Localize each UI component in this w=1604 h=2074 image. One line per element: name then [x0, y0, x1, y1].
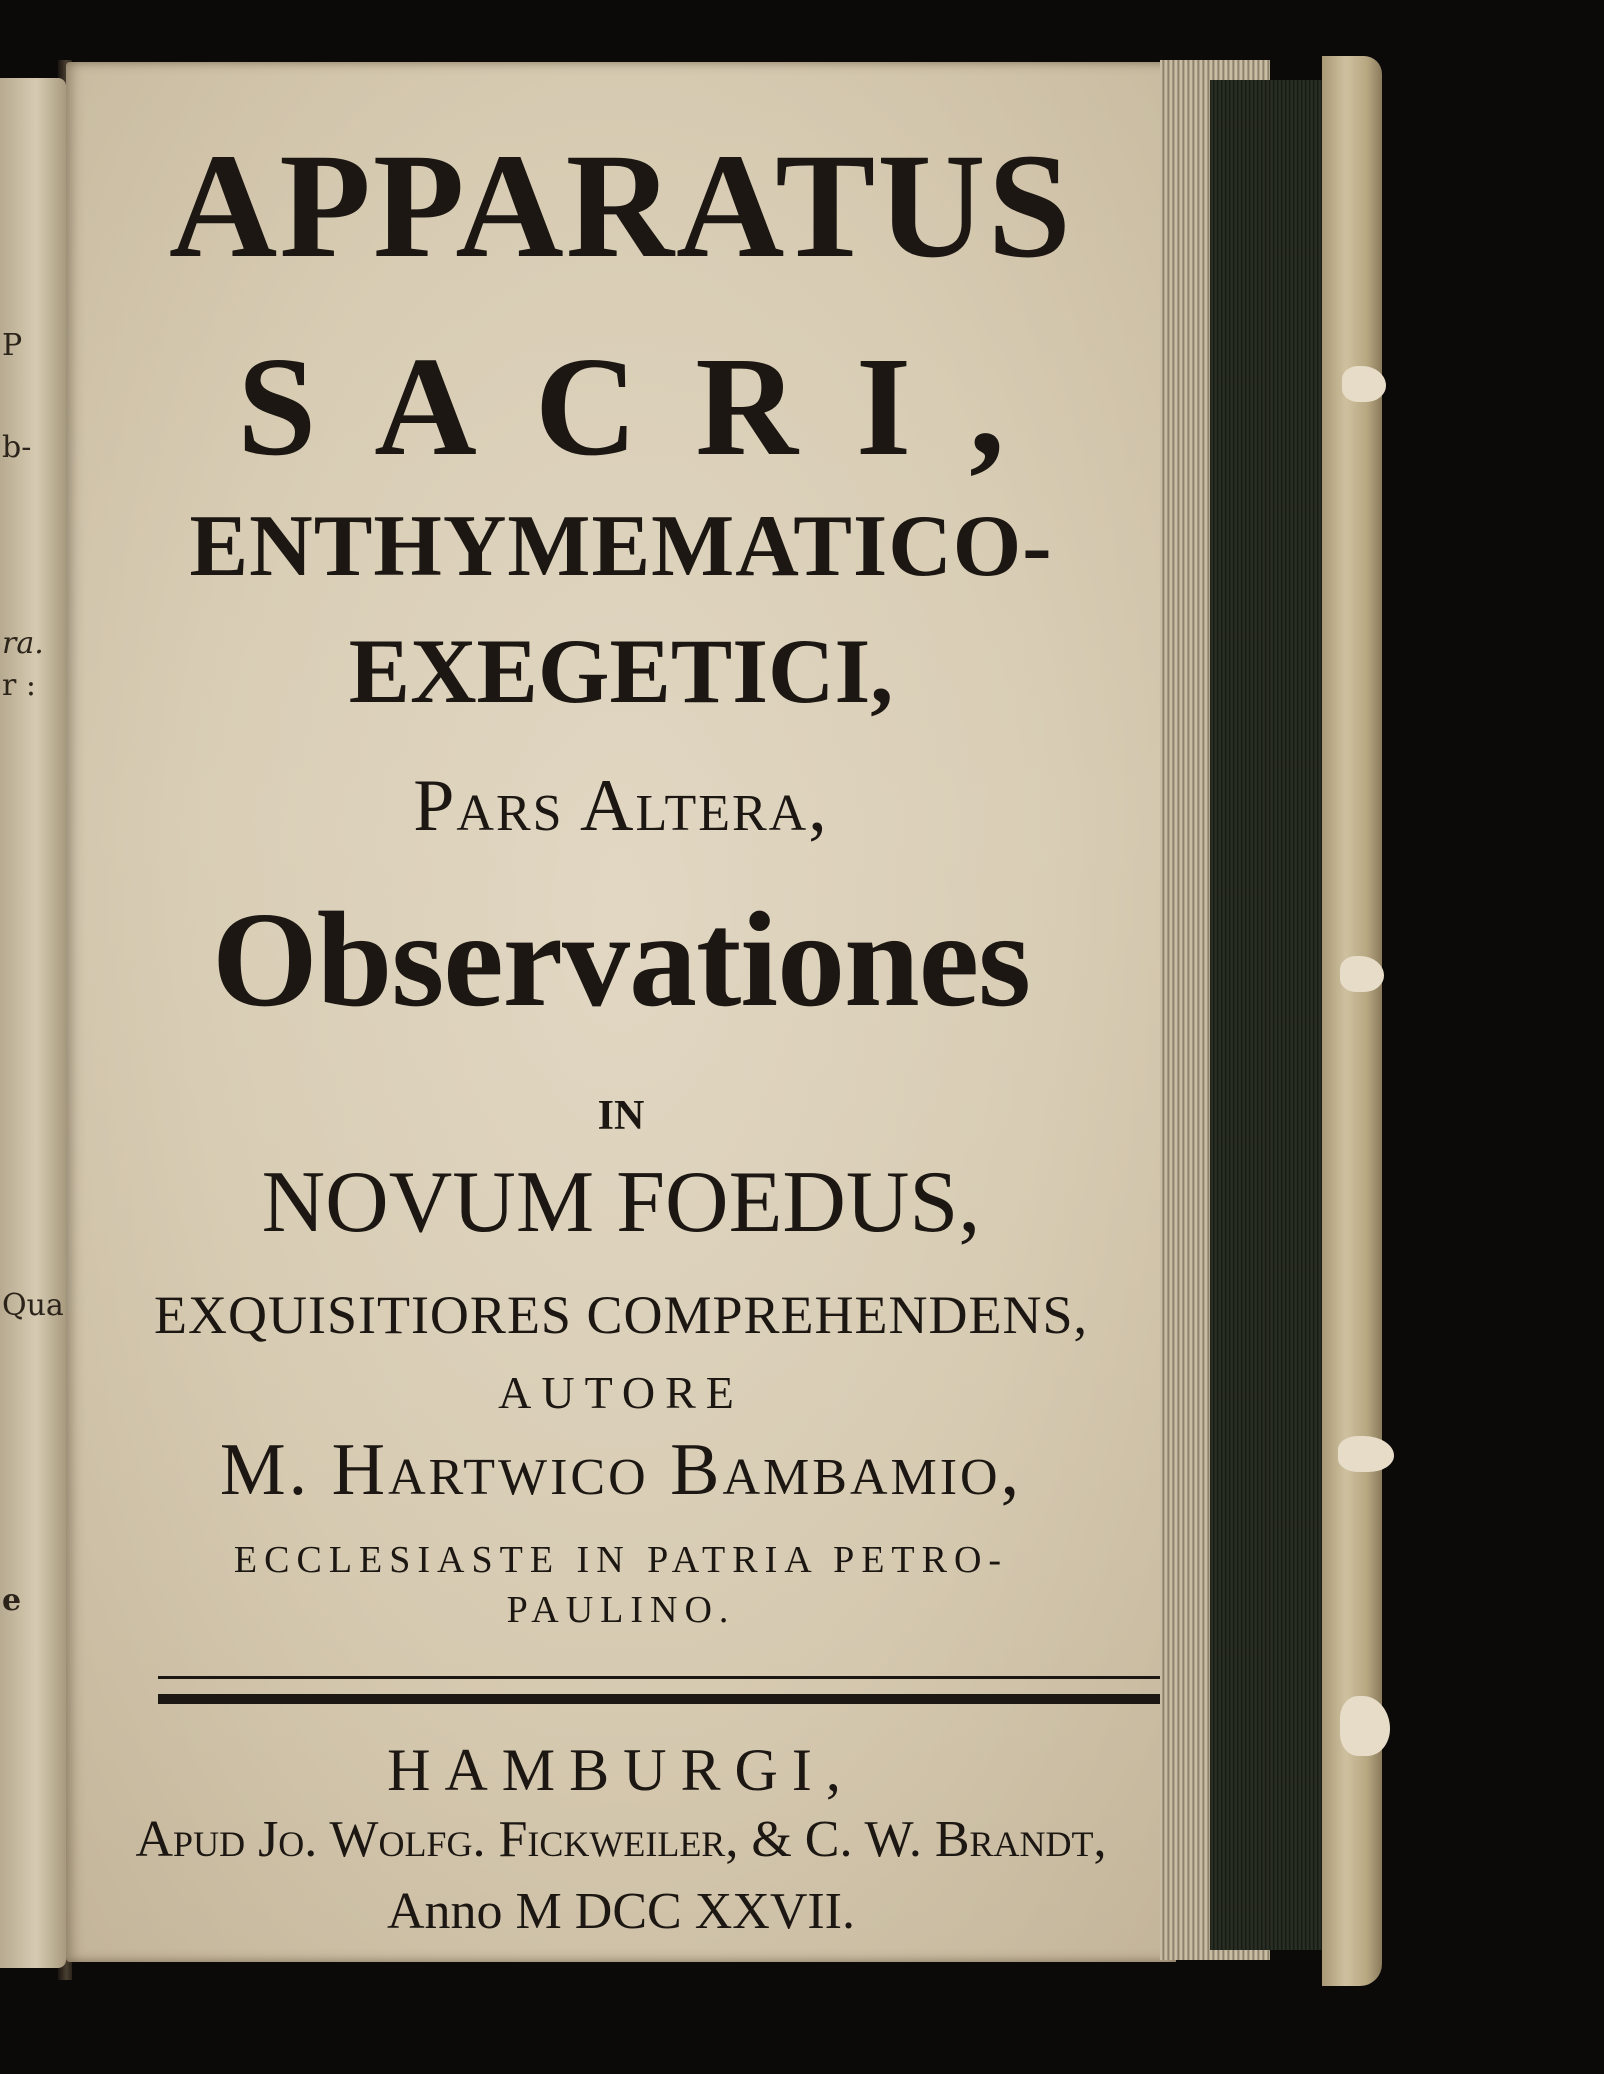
imprint-year: Anno M DCC XXVII. — [387, 1883, 855, 1940]
cover-damage — [1338, 1436, 1394, 1472]
title-page — [66, 62, 1176, 1962]
author-title-line-2: PAULINO. — [506, 1589, 736, 1631]
title-line-enthymematico: ENTHYMEMATICO- — [189, 498, 1053, 595]
vellum-cover — [1322, 56, 1382, 1986]
title-line-autore: AUTORE — [498, 1367, 744, 1418]
title-line-novum-foedus: NOVUM FOEDUS, — [261, 1154, 981, 1251]
title-line-in: IN — [597, 1093, 645, 1139]
left-page-fragment: e — [2, 1583, 22, 1618]
title-line-pars-altera: Pars Altera, — [413, 765, 829, 847]
title-line-observationes: Observationes — [211, 885, 1031, 1035]
divider-rule-thick — [158, 1694, 1160, 1704]
title-line-sacri: SACRI, — [237, 327, 1063, 485]
previous-page-edge — [0, 78, 66, 1968]
left-page-fragment: P — [2, 328, 23, 363]
title-line-exegetici: EXEGETICI, — [348, 620, 894, 722]
left-page-fragment: r : — [2, 668, 36, 703]
author-name: M. Hartwico Bambamio, — [219, 1429, 1023, 1511]
gilt-edge-dark — [1210, 80, 1330, 1950]
cover-damage — [1340, 1696, 1390, 1756]
cover-damage — [1342, 366, 1386, 402]
cover-damage — [1340, 956, 1384, 992]
imprint-printer: Apud Jo. Wolfg. Fickweiler, & C. W. Brandt, — [135, 1811, 1107, 1868]
left-page-fragment: b- — [2, 430, 32, 465]
divider-rule-thin — [158, 1676, 1160, 1679]
imprint-city: HAMBURGI, — [387, 1737, 855, 1803]
left-page-fragment: Qua — [2, 1288, 64, 1323]
author-title-line-1: ECCLESIASTE IN PATRIA PETRO- — [233, 1539, 1009, 1581]
title-line-apparatus: APPARATUS — [168, 123, 1074, 289]
left-page-fragment: ra. — [2, 626, 44, 661]
title-line-exquisitiores: EXQUISITIORES COMPREHENDENS, — [153, 1285, 1089, 1345]
